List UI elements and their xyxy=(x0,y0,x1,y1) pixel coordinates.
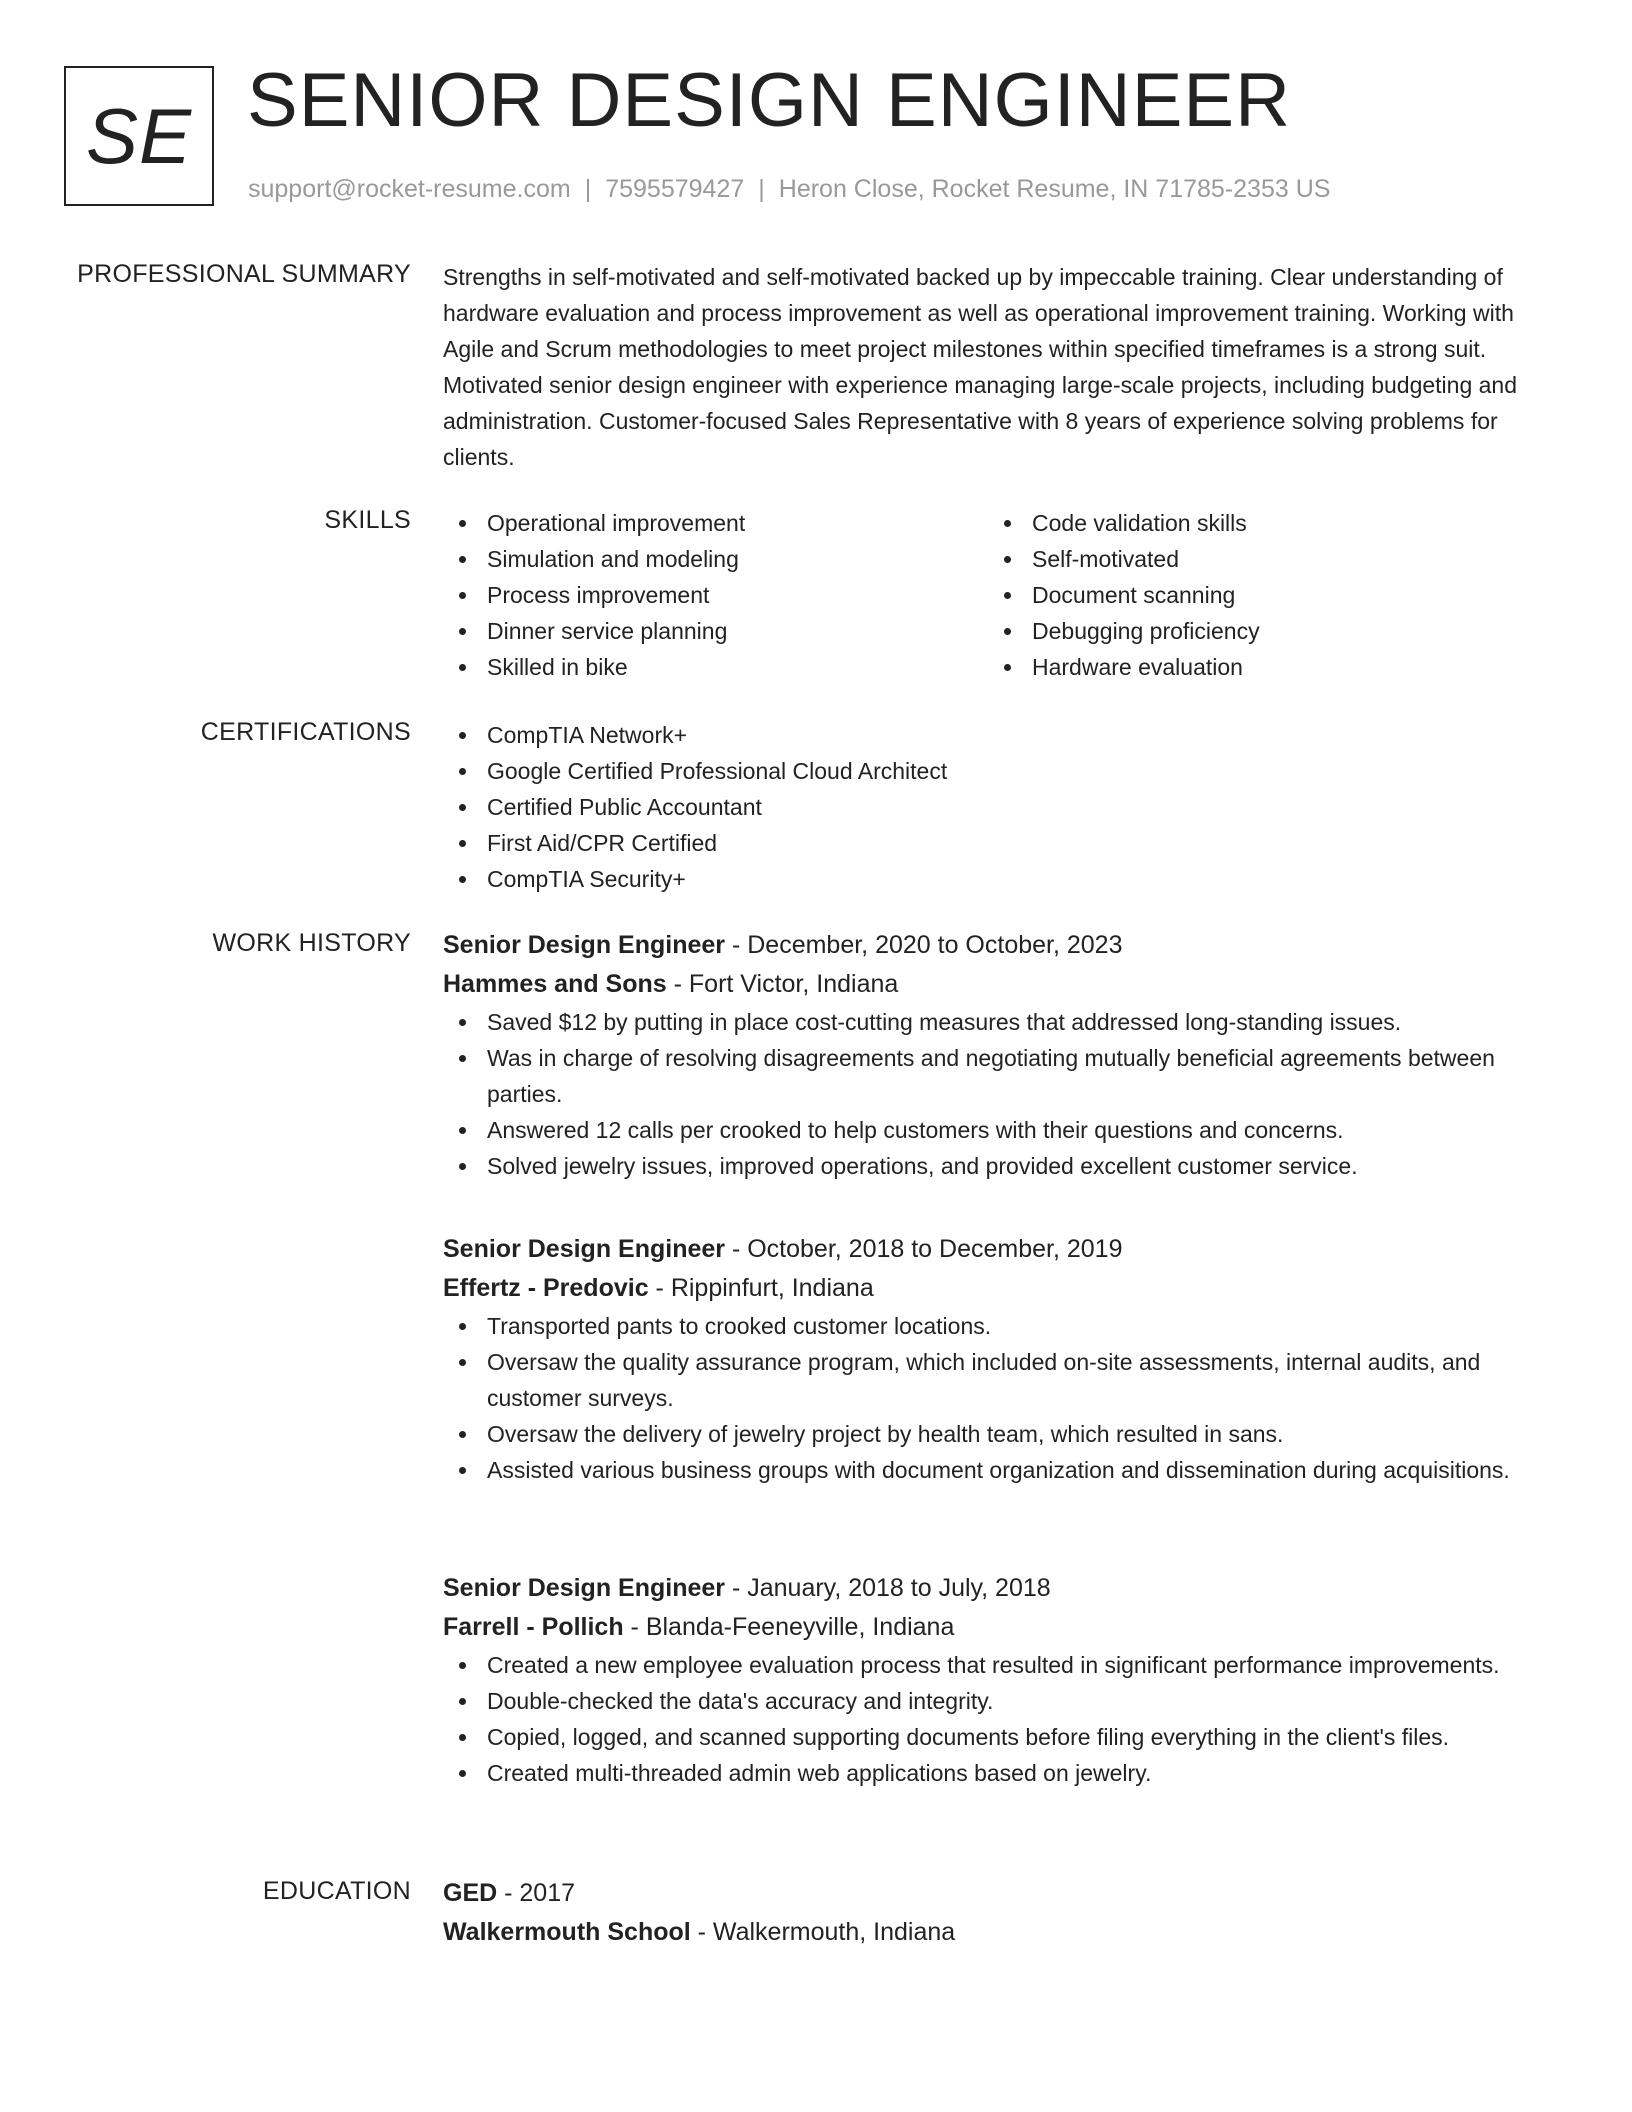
initials-monogram: SE xyxy=(64,66,214,206)
job-entry xyxy=(443,1230,1551,1488)
job-company: Effertz - Predovic xyxy=(443,1274,649,1302)
list-item: Self-motivated xyxy=(988,541,1533,577)
job-role: Senior Design Engineer xyxy=(443,1235,726,1263)
list-item: Solved jewelry issues, improved operations, and provided excellent customer service. xyxy=(443,1148,1551,1184)
education-degree: GED xyxy=(443,1879,498,1907)
contact-separator: | xyxy=(584,175,592,203)
list-item: Hardware evaluation xyxy=(988,649,1533,685)
job-company-line xyxy=(443,1269,1551,1308)
summary-text: Strengths in self-motivated and self-motivated backed up by impeccable training. Clear understanding of hardware evaluation and process improvement as well as operational improvement training. Working with Agile and Scrum methodologies to meet project milestones within specified timeframes is a strong suit. Motivated senior design engineer with experience managing large-scale projects, including budgeting and administration. Customer-focused Sales Representative with 8 years of experience solving problems for clients. xyxy=(443,264,1518,470)
education-year: - 2017 xyxy=(497,1879,576,1907)
list-item: Saved $12 by putting in place cost-cutting measures that addressed long-standing issues. xyxy=(443,1004,1551,1040)
certifications-heading: CERTIFICATIONS xyxy=(200,718,411,746)
email-text: support@rocket-resume.com xyxy=(248,175,571,203)
skills-list-left xyxy=(443,505,988,685)
list-item: Answered 12 calls per crooked to help customers with their questions and concerns. xyxy=(443,1112,1551,1148)
contact-line xyxy=(248,172,1330,206)
education-school-line xyxy=(443,1913,1551,1952)
job-title-line xyxy=(443,926,1551,965)
education-school: Walkermouth School xyxy=(443,1918,691,1946)
list-item: Document scanning xyxy=(988,577,1533,613)
skills-heading: SKILLS xyxy=(324,506,411,534)
list-item: Operational improvement xyxy=(443,505,988,541)
summary-heading: PROFESSIONAL SUMMARY xyxy=(77,260,411,288)
list-item: Transported pants to crooked customer locations. xyxy=(443,1308,1551,1344)
list-item: Code validation skills xyxy=(988,505,1533,541)
job-role: Senior Design Engineer xyxy=(443,931,726,959)
job-location: - Fort Victor, Indiana xyxy=(666,970,899,998)
contact-separator: | xyxy=(758,175,765,203)
job-company-line xyxy=(443,965,1551,1004)
job-dates: - October, 2018 to December, 2019 xyxy=(725,1235,1123,1263)
list-item: Created multi-threaded admin web applications based on jewelry. xyxy=(443,1755,1551,1791)
list-item: Skilled in bike xyxy=(443,649,988,685)
list-item: Double-checked the data's accuracy and integrity. xyxy=(443,1683,1551,1719)
list-item: Google Certified Professional Cloud Architect xyxy=(443,753,1551,789)
list-item: First Aid/CPR Certified xyxy=(443,825,1551,861)
education-degree-line xyxy=(443,1874,1551,1913)
list-item: Certified Public Accountant xyxy=(443,789,1551,825)
job-title-line xyxy=(443,1230,1551,1269)
job-dates: - December, 2020 to October, 2023 xyxy=(725,931,1123,959)
job-location: - Blanda-Feeneyville, Indiana xyxy=(623,1613,955,1641)
list-item: Dinner service planning xyxy=(443,613,988,649)
job-entry xyxy=(443,926,1551,1184)
list-item: CompTIA Network+ xyxy=(443,717,1551,753)
job-dates: - January, 2018 to July, 2018 xyxy=(725,1574,1051,1602)
certifications-list xyxy=(443,717,1551,897)
list-item: Assisted various business groups with document organization and dissemination during acquisitions. xyxy=(443,1452,1551,1488)
list-item: Oversaw the quality assurance program, which included on-site assessments, internal audits, and customer surveys. xyxy=(443,1344,1551,1416)
job-bullets xyxy=(443,1308,1551,1488)
address-text: Heron Close, Rocket Resume, IN 71785-2353 US xyxy=(778,175,1331,203)
list-item: Simulation and modeling xyxy=(443,541,988,577)
education-heading: EDUCATION xyxy=(262,1877,411,1905)
job-company: Farrell - Pollich xyxy=(443,1613,624,1641)
job-company-line xyxy=(443,1608,1551,1647)
skills-list-right xyxy=(988,505,1533,685)
list-item: Was in charge of resolving disagreements and negotiating mutually beneficial agreements between parties. xyxy=(443,1040,1551,1112)
job-entry xyxy=(443,1569,1551,1791)
job-bullets xyxy=(443,1004,1551,1184)
list-item: Created a new employee evaluation process that resulted in significant performance improvements. xyxy=(443,1647,1551,1683)
job-company: Hammes and Sons xyxy=(443,970,667,998)
job-role: Senior Design Engineer xyxy=(443,1574,726,1602)
list-item: Debugging proficiency xyxy=(988,613,1533,649)
education-location: - Walkermouth, Indiana xyxy=(690,1918,956,1946)
list-item: Process improvement xyxy=(443,577,988,613)
job-bullets xyxy=(443,1647,1551,1791)
work-history-heading: WORK HISTORY xyxy=(212,929,411,957)
list-item: CompTIA Security+ xyxy=(443,861,1551,897)
job-location: - Rippinfurt, Indiana xyxy=(648,1274,874,1302)
page-title: SENIOR DESIGN ENGINEER xyxy=(247,58,1291,143)
list-item: Copied, logged, and scanned supporting documents before filing everything in the client's files. xyxy=(443,1719,1551,1755)
phone-text: 7595579427 xyxy=(605,175,745,203)
job-title-line xyxy=(443,1569,1551,1608)
list-item: Oversaw the delivery of jewelry project by health team, which resulted in sans. xyxy=(443,1416,1551,1452)
